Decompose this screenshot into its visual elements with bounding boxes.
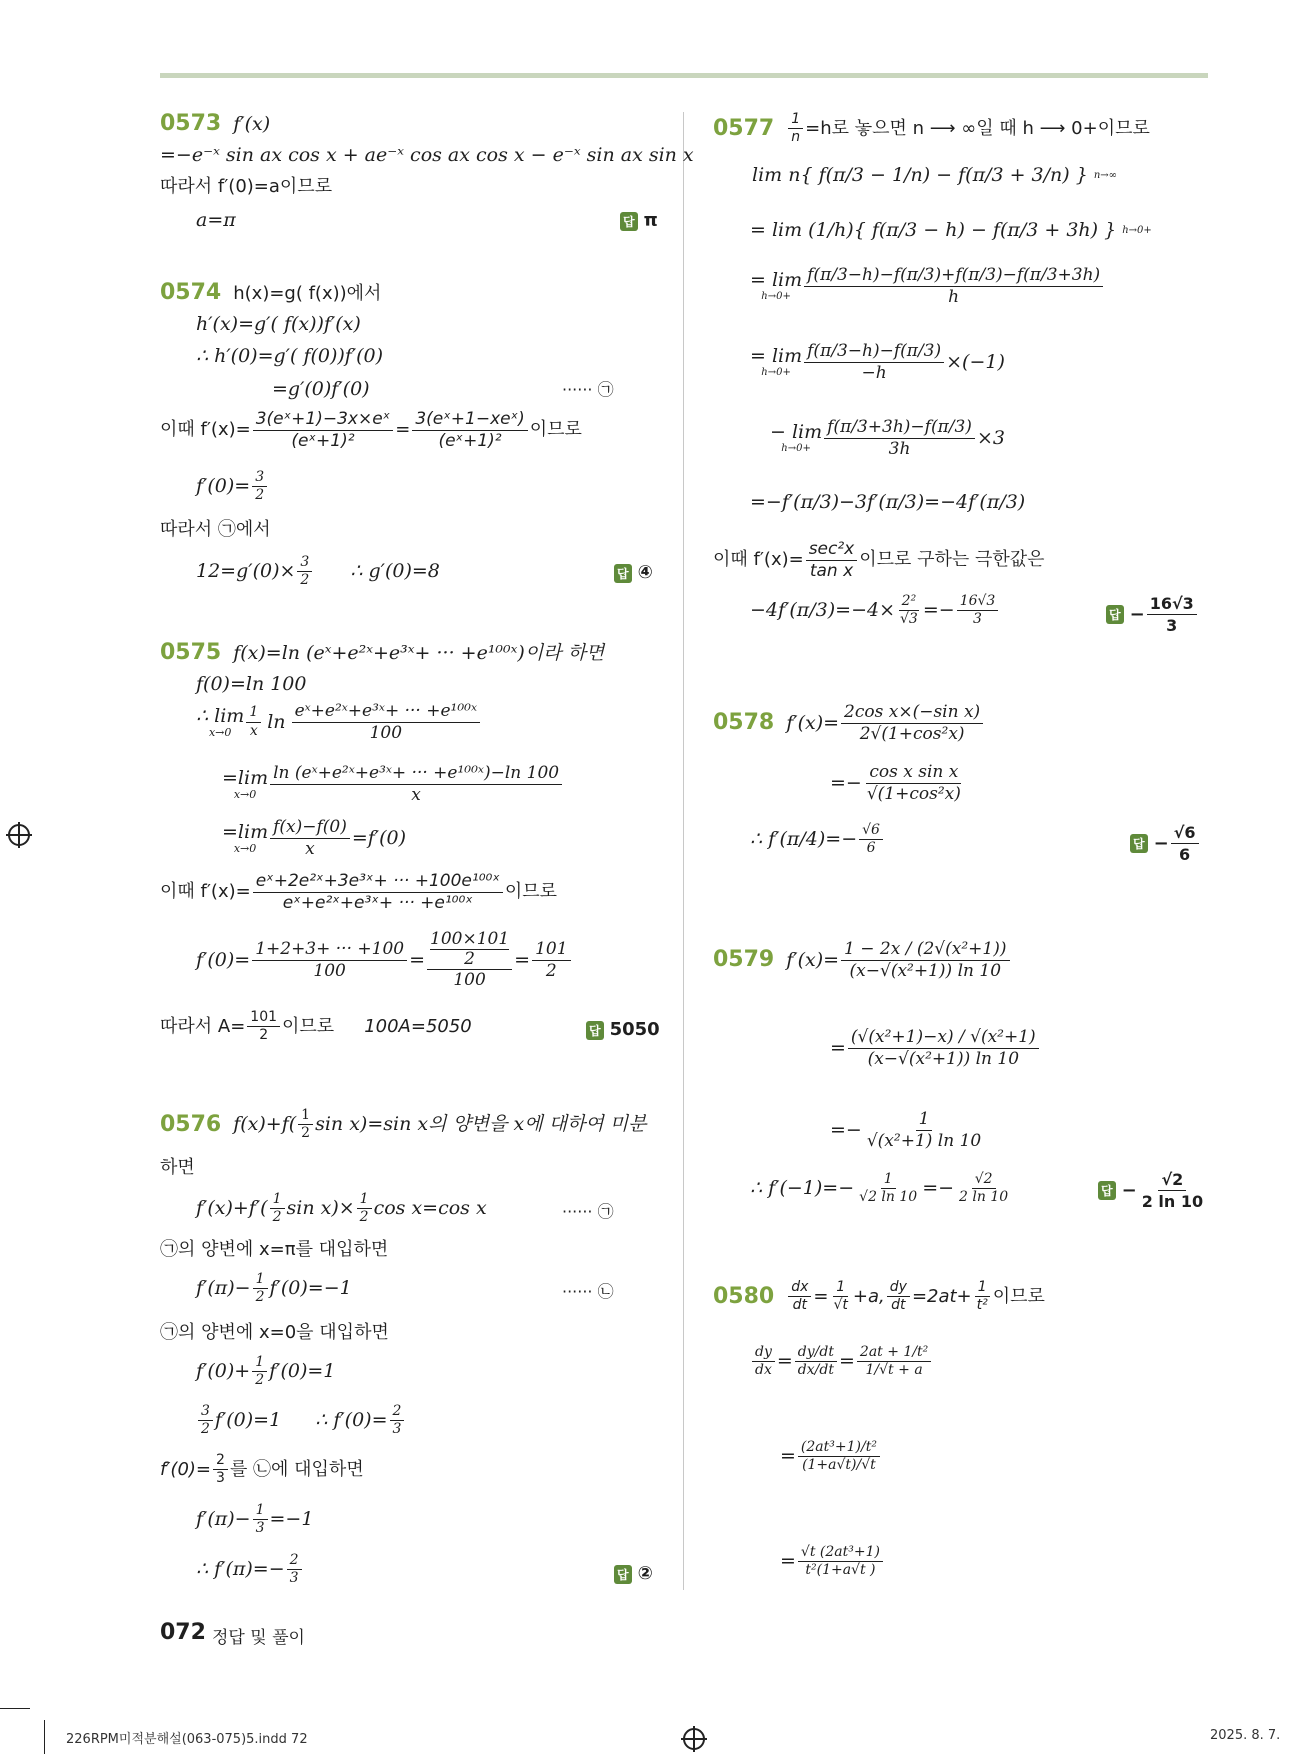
answer: 답 5050 (586, 1019, 660, 1040)
header-rule (160, 73, 1208, 78)
print-date: 2025. 8. 7. (1210, 1728, 1281, 1743)
answer: 답 − $\frac{16√3}{3}$ (1106, 594, 1199, 635)
crop-mark (44, 1720, 45, 1754)
problem-number: 0577 (713, 115, 775, 141)
page-number: 072 (160, 1620, 206, 1645)
crop-mark (0, 1708, 30, 1709)
answer: 답 π (620, 210, 658, 231)
answer: 답 − $\frac{√6}{6}$ (1130, 823, 1201, 864)
column-divider (683, 112, 684, 1590)
section-label: 정답 및 풀이 (212, 1628, 305, 1648)
answer: 답 ④ (614, 562, 653, 583)
problem-number: 0578 (713, 710, 775, 736)
problem-number: 0575 (160, 640, 222, 665)
registration-mark-icon (683, 1728, 705, 1750)
problem-number: 0579 (713, 947, 775, 973)
answer: 답 − $\frac{√2}{2 \ln 10}$ (1098, 1170, 1208, 1211)
registration-mark-icon (8, 824, 30, 846)
problem-number: 0576 (160, 1111, 222, 1137)
print-slug: 226RPM미적분해설(063-075)5.indd 72 (66, 1732, 308, 1747)
problem-number: 0574 (160, 280, 222, 305)
answer: 답 ② (614, 1563, 653, 1584)
problem-number: 0580 (713, 1283, 775, 1309)
problem-number: 0573 (160, 111, 222, 136)
